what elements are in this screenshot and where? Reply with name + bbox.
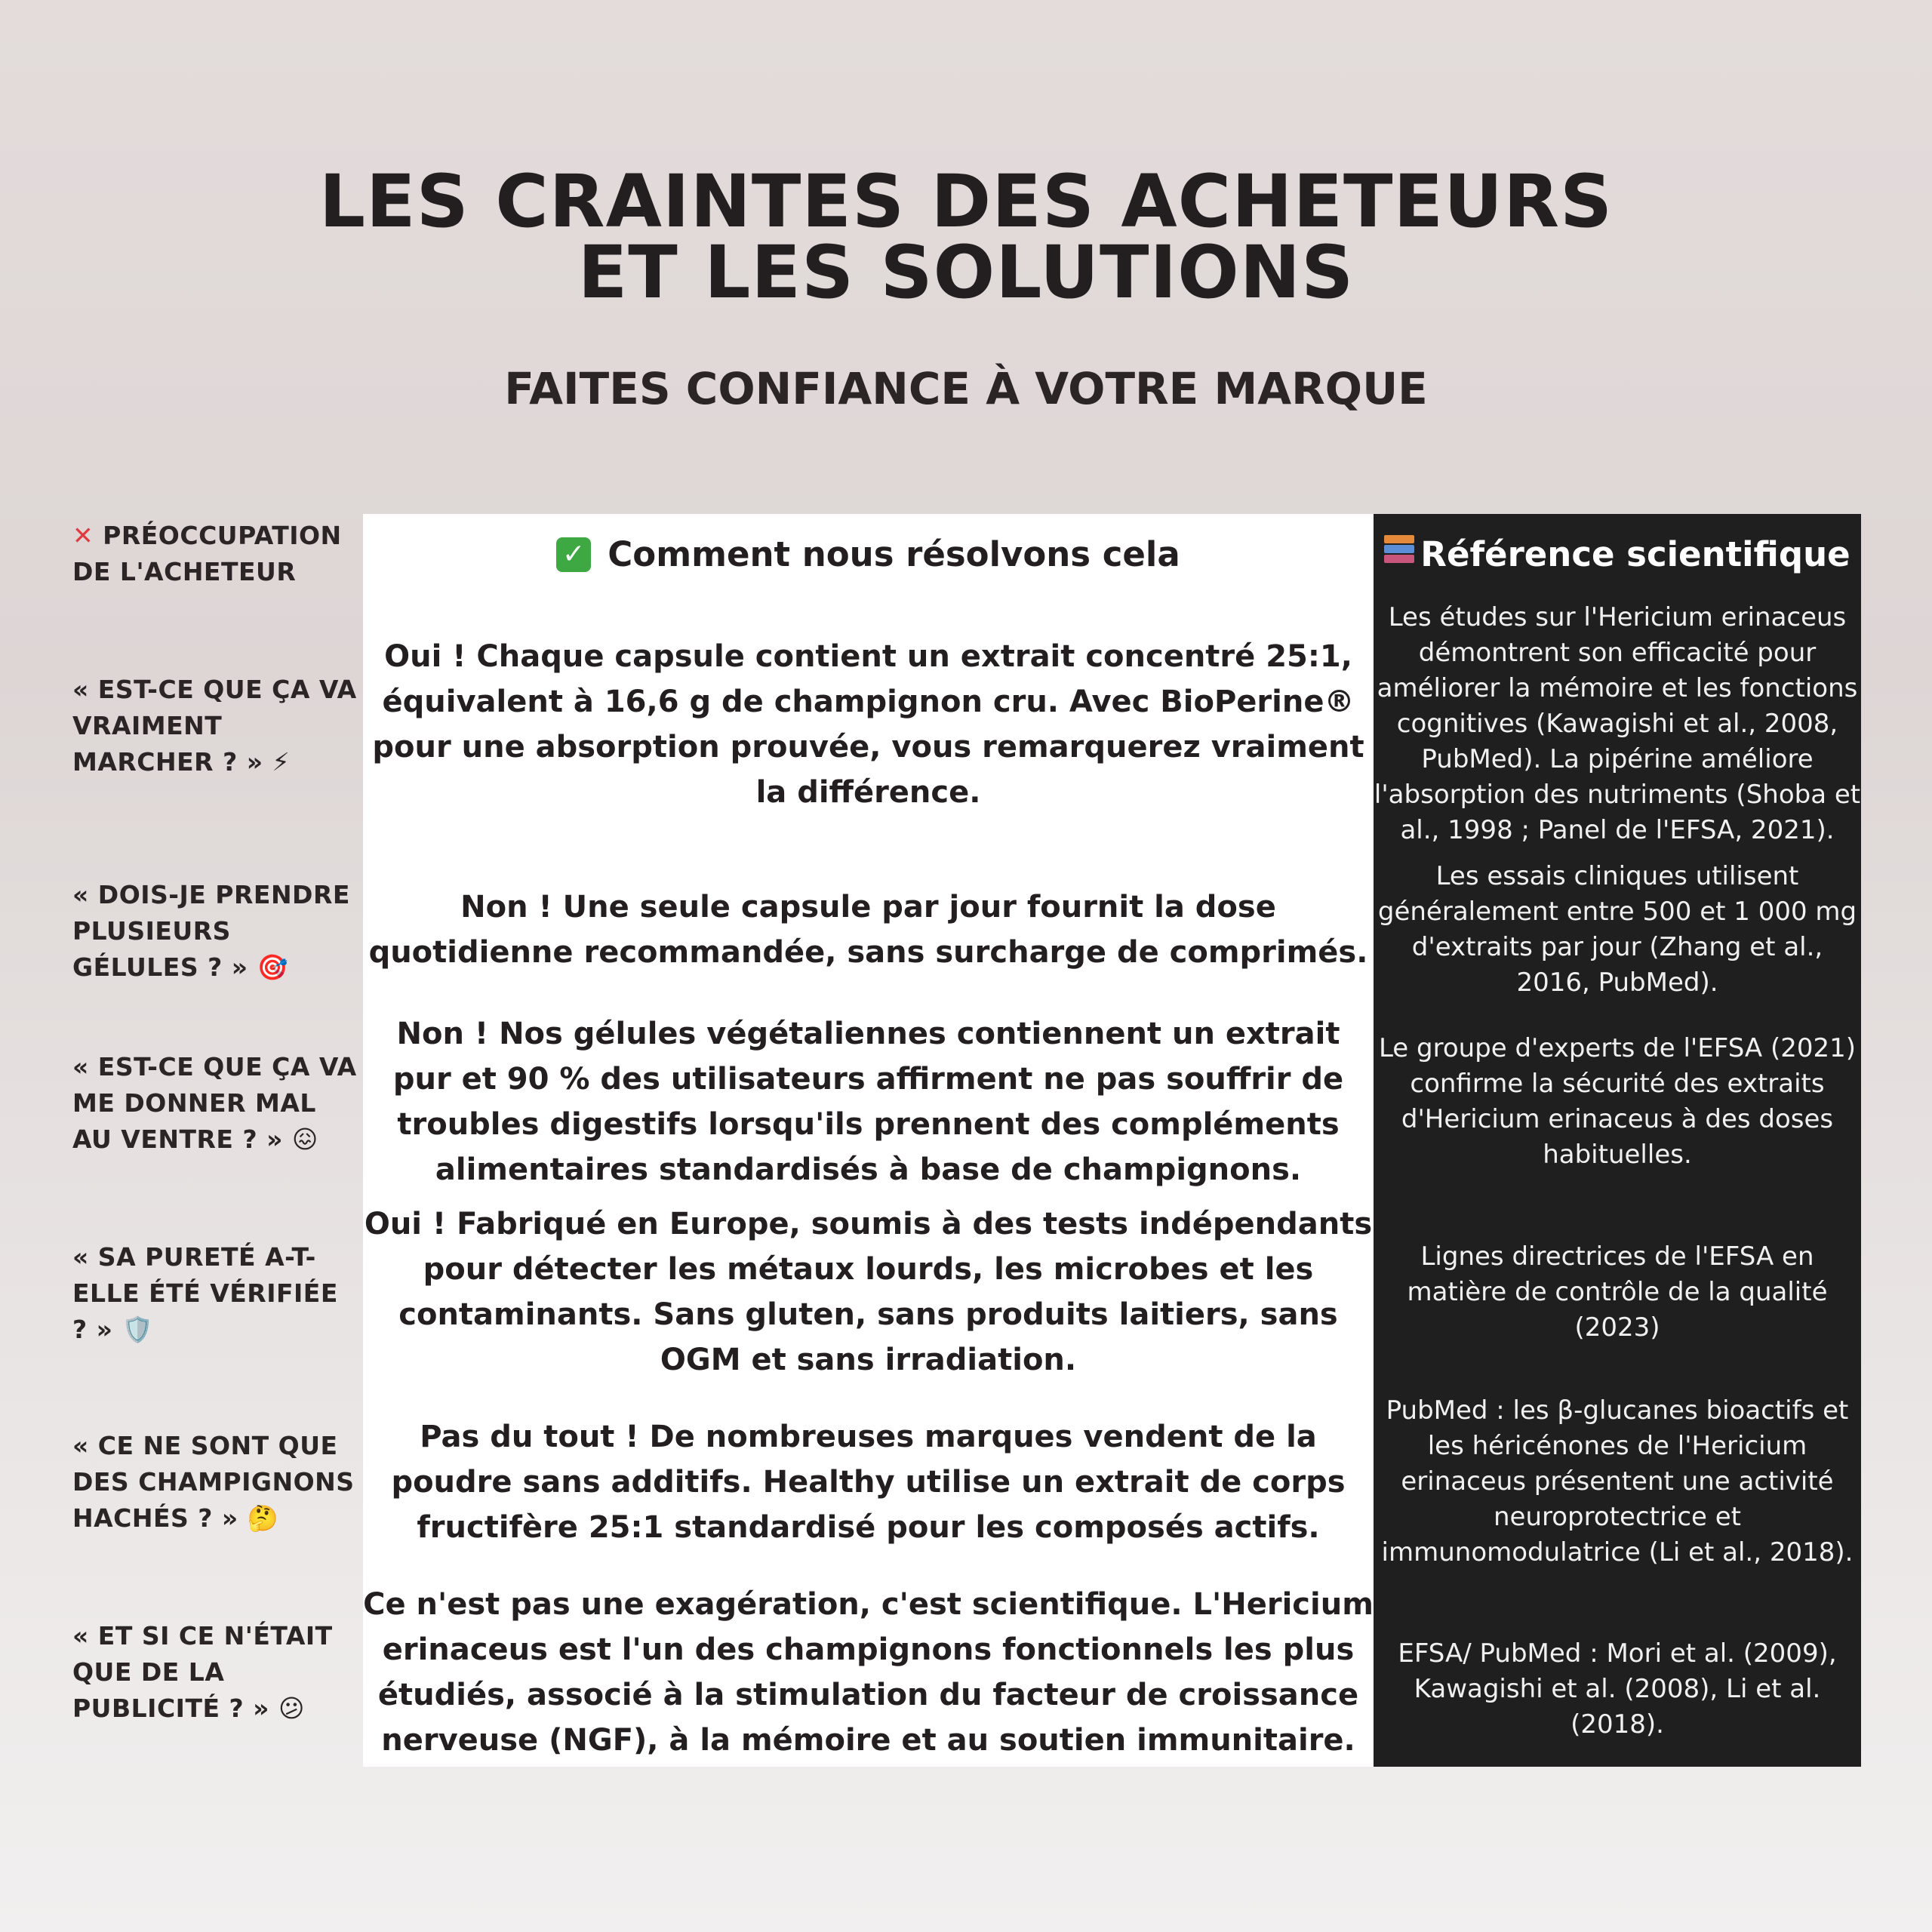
concern-row-5: « CE NE SONT QUE DES CHAMPIGNONS HACHÉS ? » 🤔 [72,1431,355,1533]
reference-row-1: Les études sur l'Hericium erinaceus démontrent son efficacité pour améliorer la mémoire et les fonctions cognitives (Kawagishi et al., 2008, PubMed). La pipérine améliore l'absorption des nutriments (Shoba et al., 1998 ; Panel de l'EFSA, 2021). [1374,602,1861,845]
lightning-icon: ⚡ [272,747,291,777]
check-mark-icon: ✓ [556,537,591,572]
solution-row-5: Pas du tout ! De nombreuses marques vendent de la poudre sans additifs. Healthy utilise un extrait de corps fructifère 25:1 standardisé pour les composés actifs. [391,1420,1346,1545]
confounded-face-icon: 😖 [291,1124,318,1154]
concern-row-1: « EST-CE QUE ÇA VA VRAIMENT MARCHER ? » ⚡ [72,675,357,777]
title-line-1: LES CRAINTES DES ACHETEURS [318,159,1614,244]
reference-row-6: EFSA/ PubMed : Mori et al. (2009), Kawagishi et al. (2008), Li et al. (2018). [1398,1638,1837,1740]
solution-row-4: Oui ! Fabriqué en Europe, soumis à des tests indépendants pour détecter les métaux lourds, les microbes et les contaminants. Sans gluten, sans produits laitiers, sans OGM et sans irradiation. [364,1207,1373,1377]
reference-row-5: PubMed : les β-glucanes bioactifs et les héricénones de l'Hericium erinaceus présentent une activité neuroprotectrice et immunomodulatrice (Li et al., 2018). [1381,1395,1854,1567]
concern-row-6: « ET SI CE N'ÉTAIT QUE DE LA PUBLICITÉ ? » 😕 [72,1621,333,1723]
concern-row-3: « EST-CE QUE ÇA VA ME DONNER MAL AU VENTRE ? » 😖 [72,1052,357,1154]
concern-row-4: « SA PURETÉ A-T-ELLE ÉTÉ VÉRIFIÉE ? » 🛡️ [72,1242,338,1344]
thinking-face-icon: 🤔 [247,1503,279,1533]
concern-column-header [72,518,359,590]
page-title [0,159,1932,315]
reference-column-header [1374,528,1861,581]
reference-row-3: Le groupe d'experts de l'EFSA (2021) confirme la sécurité des extraits d'Hericium erinaceus à des doses habituelles. [1378,1033,1857,1170]
target-icon: 🎯 [257,952,289,982]
solution-header-label: Comment nous résolvons cela [608,534,1180,574]
cross-mark-icon: ✕ [72,521,94,550]
shield-icon: 🛡️ [122,1315,154,1344]
concern-row-2: « DOIS-JE PRENDRE PLUSIEURS GÉLULES ? » 🎯 [72,880,350,982]
concern-header-line-2: DE L'ACHETEUR [72,557,297,586]
page-subtitle: FAITES CONFIANCE À VOTRE MARQUE [504,363,1428,414]
solution-row-1: Oui ! Chaque capsule contient un extrait concentré 25:1, équivalent à 16,6 g de champignon cru. Avec BioPerine® pour une absorption prouvée, vous remarquerez vraiment la différence. [372,639,1364,810]
solution-row-6: Ce n'est pas une exagération, c'est scientifique. L'Hericium erinaceus est l'un des champignons fonctionnels les plus étudiés, associé à la stimulation du facteur de croissance nerveuse (NGF), à la mémoire et au soutien immunitaire. [363,1587,1374,1758]
reference-header-label: Référence scientifique [1420,534,1850,574]
solution-row-2: Non ! Une seule capsule par jour fournit la dose quotidienne recommandée, sans surcharge de comprimés. [368,890,1368,970]
reference-row-2: Les essais cliniques utilisent généralement entre 500 et 1 000 mg d'extraits par jour (Zhang et al., 2016, PubMed). [1377,861,1857,998]
concern-header-line-1: PRÉOCCUPATION [103,521,342,550]
title-line-2: ET LES SOLUTIONS [577,230,1355,315]
books-icon [1384,534,1414,565]
confused-face-icon: 😕 [278,1694,305,1723]
solution-row-3: Non ! Nos gélules végétaliennes contiennent un extrait pur et 90 % des utilisateurs affirment ne pas souffrir de troubles digestifs lorsqu'ils prennent des compléments alimentaires standardisés à base de champignons. [392,1017,1344,1187]
reference-row-4: Lignes directrices de l'EFSA en matière de contrôle de la qualité (2023) [1407,1241,1828,1343]
solution-column-header [363,528,1374,581]
